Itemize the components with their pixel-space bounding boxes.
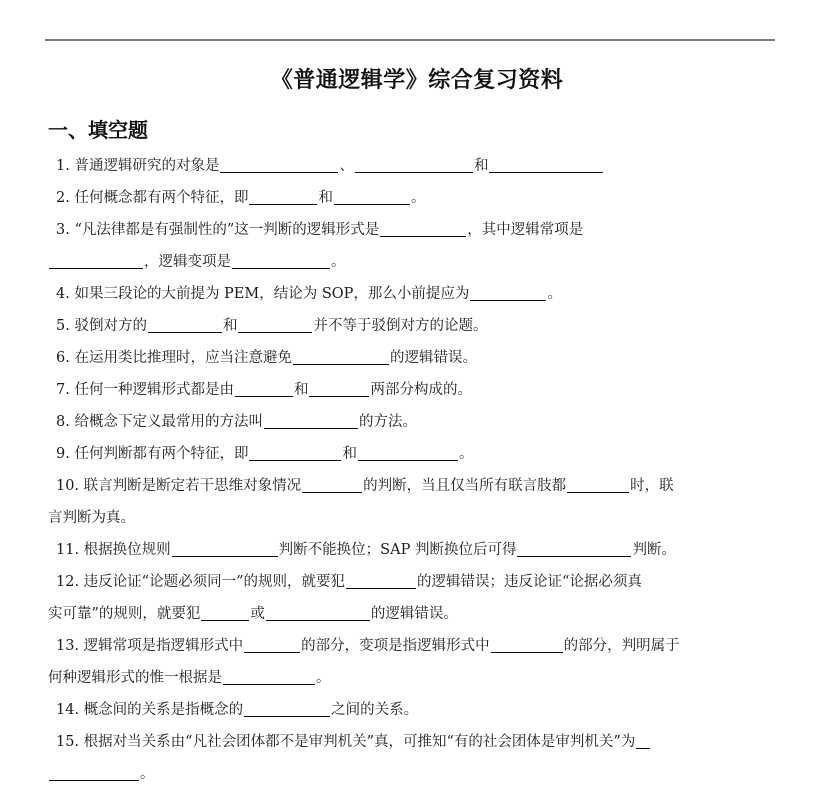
- fill-in-blank: [302, 474, 362, 493]
- question-text: 或: [250, 606, 265, 622]
- question-item: [48, 150, 760, 182]
- fill-in-blank: [293, 346, 389, 365]
- question-text: 的逻辑错误。: [389, 350, 477, 366]
- fill-in-blank: [470, 282, 546, 301]
- question-text: 。: [316, 670, 331, 686]
- document-title: 《普通逻辑学》综合复习资料: [270, 68, 564, 93]
- question-text: 。: [547, 286, 562, 302]
- question-text: 11. 根据换位规则: [56, 542, 171, 558]
- question-item: [48, 726, 760, 758]
- question-item: [48, 470, 760, 502]
- question-text: 、: [339, 158, 354, 174]
- question-item: [48, 566, 760, 598]
- fill-in-blank: [567, 474, 629, 493]
- fill-in-blank: [266, 602, 370, 621]
- fill-in-blank: [232, 250, 330, 269]
- question-text: ，逻辑变项是: [144, 254, 231, 270]
- question-item: [48, 342, 760, 374]
- question-text: 言判断为真。: [48, 510, 135, 526]
- question-continuation: [48, 502, 760, 534]
- question-text: 并不等于驳倒对方的论题。: [313, 318, 488, 334]
- question-text: 13. 逻辑常项是指逻辑形式中: [56, 638, 244, 654]
- question-text: 的方法。: [358, 414, 417, 430]
- question-text: 和: [222, 318, 238, 334]
- question-text: 时，联: [630, 478, 674, 494]
- question-continuation: [48, 598, 760, 630]
- section-heading: 一、填空题: [48, 118, 148, 142]
- question-continuation: [48, 758, 760, 790]
- question-text: 的部分，变项是指逻辑形式中: [301, 638, 490, 654]
- question-text: 14. 概念间的关系是指概念的: [56, 702, 244, 718]
- question-text: 判断不能换位；SAP 判断换位后可得: [278, 542, 517, 558]
- fill-in-blank: [201, 602, 249, 621]
- question-text: 的逻辑错误；违反论证“论据必须真: [417, 574, 642, 590]
- question-text: 何种逻辑形式的惟一根据是: [48, 670, 222, 686]
- question-continuation: [48, 246, 760, 278]
- fill-in-blank: [355, 154, 473, 173]
- fill-in-blank: [172, 538, 278, 557]
- question-item: [48, 310, 760, 342]
- fill-in-blank: [346, 570, 416, 589]
- question-item: [48, 374, 760, 406]
- fill-in-blank: [249, 186, 317, 205]
- question-item: [48, 694, 760, 726]
- question-text: 。: [331, 254, 346, 270]
- question-text: 的部分，判明属于: [563, 638, 680, 654]
- fill-in-blank: [636, 730, 650, 749]
- fill-in-blank: [235, 378, 293, 397]
- top-rule: [45, 39, 775, 41]
- fill-in-blank: [309, 378, 369, 397]
- question-text: 。: [140, 766, 155, 782]
- question-text: 和: [318, 190, 333, 206]
- question-text: 8. 给概念下定义最常用的方法叫: [56, 414, 263, 430]
- fill-in-blank: [220, 154, 338, 173]
- fill-in-blank: [49, 250, 143, 269]
- question-continuation: [48, 662, 760, 694]
- question-text: 9. 任何判断都有两个特征，即: [56, 446, 249, 462]
- question-text: 1. 普通逻辑研究的对象是: [56, 158, 220, 174]
- question-text: 15. 根据对当关系由“凡社会团体都不是审判机关”真，可推知“有的社会团体是审判机关”为: [56, 734, 636, 750]
- question-text: 10. 联言判断是断定若干思维对象情况: [56, 478, 302, 494]
- question-item: [48, 630, 760, 662]
- fill-in-blank: [148, 314, 222, 333]
- question-text: 判断。: [632, 542, 676, 558]
- fill-in-blank: [244, 698, 330, 717]
- question-text: 6. 在运用类比推理时，应当注意避免: [56, 350, 292, 366]
- question-text: 实可靠”的规则，就要犯: [48, 606, 201, 622]
- question-text: 的逻辑错误。: [370, 606, 458, 622]
- question-item: [48, 406, 760, 438]
- question-text: 。: [410, 190, 426, 206]
- question-item: [48, 534, 760, 566]
- question-text: 4. 如果三段论的大前提为 PEM，结论为 SOP，那么小前提应为: [56, 286, 470, 302]
- question-text: 两部分构成的。: [370, 382, 472, 398]
- fill-in-blank: [489, 154, 603, 173]
- question-item: [48, 214, 760, 246]
- fill-in-blank: [223, 666, 315, 685]
- question-text: 之间的关系。: [331, 702, 419, 718]
- question-list: [48, 150, 760, 790]
- fill-in-blank: [49, 762, 139, 781]
- question-text: 12. 违反论证“论题必须同一”的规则，就要犯: [56, 574, 345, 590]
- question-text: 5. 驳倒对方的: [56, 318, 147, 334]
- question-item: [48, 182, 760, 214]
- fill-in-blank: [358, 442, 458, 461]
- question-text: 和: [473, 158, 489, 174]
- fill-in-blank: [334, 186, 410, 205]
- fill-in-blank: [380, 218, 466, 237]
- question-item: [48, 438, 760, 470]
- question-item: [48, 278, 760, 310]
- question-text: 。: [458, 446, 474, 462]
- fill-in-blank: [238, 314, 312, 333]
- fill-in-blank: [244, 634, 300, 653]
- fill-in-blank: [249, 442, 341, 461]
- question-text: 和: [293, 382, 309, 398]
- fill-in-blank: [264, 410, 358, 429]
- fill-in-blank: [517, 538, 631, 557]
- question-text: 的判断，当且仅当所有联言肢都: [363, 478, 567, 494]
- question-text: 3. “凡法律都是有强制性的”这一判断的逻辑形式是: [56, 222, 380, 238]
- question-text: 7. 任何一种逻辑形式都是由: [56, 382, 234, 398]
- fill-in-blank: [491, 634, 563, 653]
- question-text: 2. 任何概念都有两个特征，即: [56, 190, 249, 206]
- question-text: ，其中逻辑常项是: [467, 222, 584, 238]
- question-text: 和: [342, 446, 357, 462]
